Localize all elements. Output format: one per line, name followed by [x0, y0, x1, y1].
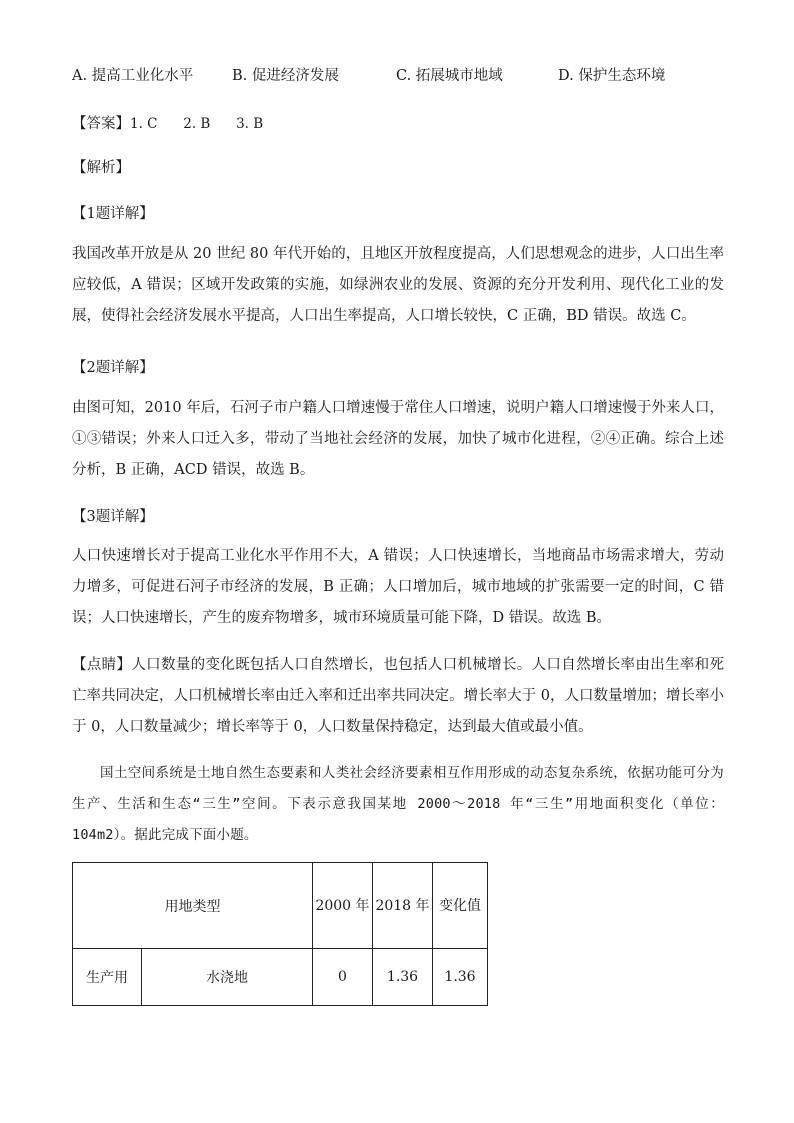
- q1-heading: 【1题详解】: [72, 206, 154, 222]
- table-header-row: [73, 863, 488, 949]
- row-category: 生产用: [73, 949, 142, 1006]
- answer-items: 1. C 2. B 3. B: [130, 116, 264, 132]
- row-subtype: 水浇地: [142, 949, 313, 1006]
- header-2000: 2000 年: [313, 863, 373, 949]
- tip-tag: 【点睛】: [72, 657, 132, 673]
- q3-explanation: 人口快速增长对于提高工业化水平作用不大，A 错误；人口快速增长，当地商品市场需求增大，劳动力增多，可促进石河子市经济的发展，B 正确；人口增加后，城市地域的扩张需要一定的时间，C 错误；人口快速增长，产生的废弃物增多，城市环境质量可能下降，D 错误。故选 B。: [72, 548, 724, 626]
- option-d: D. 保护生态环境: [558, 68, 666, 84]
- option-b: B. 促进经济发展: [232, 68, 339, 84]
- q2-explanation: 由图可知，2010 年后，石河子市户籍人口增速慢于常住人口增速，说明户籍人口增速慢于外来人口，①③错误；外来人口迁入多，带动了当地社会经济的发展，加快了城市化进程，②④正确。综合上述分析，B 正确，ACD 错误，故选 B。: [72, 400, 724, 478]
- answer-line: [72, 112, 263, 133]
- row-2018-value: 1.36: [373, 949, 433, 1006]
- q2-heading: 【2题详解】: [72, 360, 154, 376]
- table-row: [73, 949, 488, 1006]
- tip-text: 人口数量的变化既包括人口自然增长，也包括人口机械增长。人口自然增长率由出生率和死亡率共同决定，人口机械增长率由迁入率和迁出率共同决定。增长率大于 0，人口数量增加；增长率小于 0，人口数量减少；增长率等于 0，人口数量保持稳定，达到最大值或最小值。: [72, 657, 725, 735]
- row-2000-value: 0: [313, 949, 373, 1006]
- land-use-table: [72, 862, 488, 1006]
- analysis-heading: 【解析】: [72, 160, 130, 176]
- option-c: C. 拓展城市地域: [396, 68, 503, 84]
- answer-tag: 【答案】: [72, 116, 130, 132]
- header-change: 变化值: [433, 863, 488, 949]
- q3-heading: 【3题详解】: [72, 509, 154, 525]
- question-intro: 国土空间系统是土地自然生态要素和人类社会经济要素相互作用形成的动态复杂系统，依据功能可分为生产、生活和生态“三生”空间。下表示意我国某地 2000～2018 年“三生”用地面积变化（单位：104m2）。据此完成下面小题。: [72, 765, 724, 843]
- q1-explanation: 我国改革开放是从 20 世纪 80 年代开始的，且地区开放程度提高，人们思想观念的进步，人口出生率应较低，A 错误；区域开发政策的实施，如绿洲农业的发展、资源的充分开发利用、现代化工业的发展，使得社会经济发展水平提高，人口出生率提高，人口增长较快，C 正确，BD 错误。故选 C。: [72, 246, 724, 324]
- header-land-type: 用地类型: [73, 863, 313, 949]
- answer-options: [72, 64, 722, 88]
- option-a: A. 提高工业化水平: [72, 68, 194, 84]
- header-2018: 2018 年: [373, 863, 433, 949]
- tip-paragraph: [72, 650, 724, 743]
- row-change-value: 1.36: [433, 949, 488, 1006]
